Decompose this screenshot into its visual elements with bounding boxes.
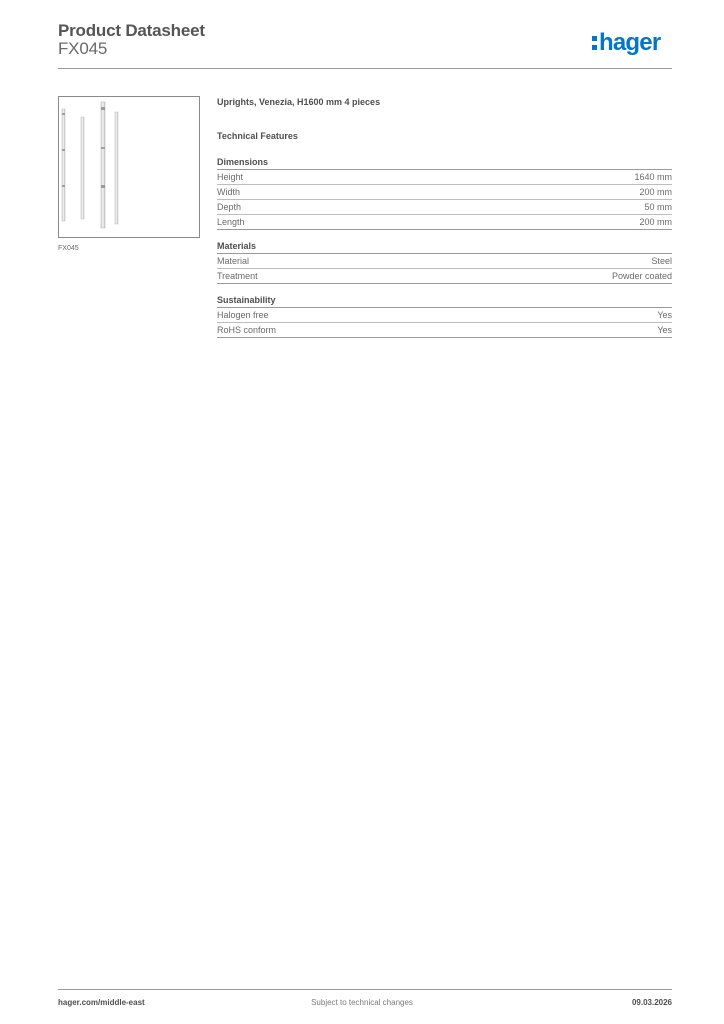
section-title: Materials [217, 240, 672, 254]
table-row [217, 215, 672, 230]
header-divider [58, 68, 672, 69]
row-label: Width [217, 187, 241, 197]
product-image [58, 96, 200, 238]
logo-dots-icon [592, 33, 597, 53]
row-value: 200 mm [639, 187, 672, 197]
footer-date: 09.03.2026 [631, 998, 672, 1007]
row-label: RoHS conform [217, 325, 277, 335]
row-value: Steel [651, 256, 672, 266]
product-code: FX045 [58, 39, 108, 58]
logo-text: hager [599, 29, 661, 56]
sustainability-section [217, 294, 672, 338]
hager-logo [592, 30, 660, 56]
row-label: Length [217, 217, 245, 227]
technical-features-heading: Technical Features [217, 131, 298, 141]
product-name: Uprights, Venezia, H1600 mm 4 pieces [217, 97, 381, 107]
image-caption: FX045 [58, 245, 79, 252]
row-label: Halogen free [217, 310, 269, 320]
section-title: Dimensions [217, 156, 672, 170]
row-label: Height [217, 172, 244, 182]
table-row [217, 185, 672, 200]
table-row [217, 308, 672, 323]
row-label: Depth [217, 202, 242, 212]
footer-divider [58, 989, 672, 990]
table-row [217, 200, 672, 215]
materials-section [217, 240, 672, 284]
row-value: Yes [657, 310, 672, 320]
row-value: 1640 mm [634, 172, 672, 182]
row-label: Material [217, 256, 250, 266]
table-row [217, 170, 672, 185]
table-row [217, 269, 672, 284]
table-row [217, 323, 672, 338]
row-value: 50 mm [644, 202, 672, 212]
footer-notice: Subject to technical changes [311, 998, 413, 1007]
table-row [217, 254, 672, 269]
uprights-illustration-icon [59, 97, 199, 237]
row-value: 200 mm [639, 217, 672, 227]
footer-website-link[interactable]: hager.com/middle-east [58, 998, 145, 1007]
row-value: Powder coated [611, 271, 672, 281]
section-title: Sustainability [217, 294, 672, 308]
dimensions-section [217, 156, 672, 230]
row-value: Yes [657, 325, 672, 335]
document-title: Product Datasheet [58, 21, 205, 40]
row-label: Treatment [217, 271, 258, 281]
product-details [217, 96, 672, 338]
